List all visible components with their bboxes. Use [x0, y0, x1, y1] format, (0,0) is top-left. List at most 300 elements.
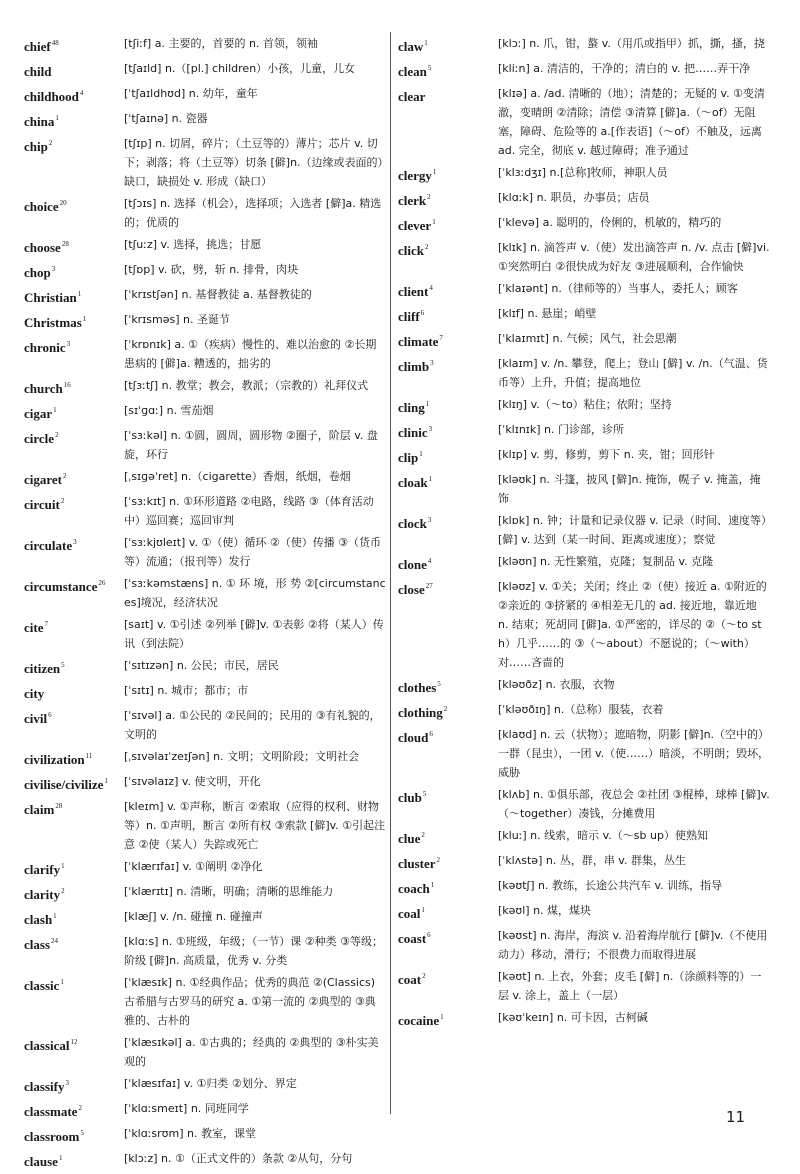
headword-text: circuit	[24, 497, 60, 512]
headword-text: chief	[24, 39, 51, 54]
definition: [ˈsɪtɪ] n. 城市；都市；市	[124, 684, 249, 697]
headword-text: clone	[398, 557, 427, 572]
frequency-count: 27	[425, 582, 433, 590]
frequency-count: 28	[61, 240, 69, 248]
dictionary-entry	[398, 213, 770, 235]
frequency-count: 4	[427, 557, 432, 565]
dictionary-entry	[24, 194, 386, 232]
definition: [ˈkrɪstʃən] n. 基督教徒 a. 基督教徒的	[124, 288, 312, 301]
frequency-count: 5	[427, 64, 432, 72]
frequency-count: 3	[430, 359, 434, 367]
frequency-count: 2	[61, 887, 65, 895]
frequency-count: 2	[55, 431, 59, 439]
frequency-count: 1	[430, 881, 435, 889]
headword-text: church	[24, 381, 63, 396]
definition: [ˈsɪvəlaɪz] v. 使文明，开化	[124, 775, 261, 788]
definition: [kəʊtʃ] n. 教练，长途公共汽车 v. 训练，指导	[498, 879, 723, 892]
dictionary-entry	[398, 188, 770, 210]
frequency-count: 1	[53, 912, 57, 920]
definition: [ˈklɪnɪk] n. 门诊部，诊所	[498, 423, 625, 436]
headword-text: city	[24, 686, 45, 701]
headword-text: civilization	[24, 752, 85, 767]
headword	[24, 310, 124, 332]
headword	[24, 1099, 124, 1121]
headword-text: Christmas	[24, 315, 82, 330]
definition: [klɪŋ] v.（～to）粘住；依附；坚持	[498, 398, 672, 411]
frequency-count: 2	[422, 972, 426, 980]
dictionary-entry	[24, 310, 386, 332]
definition: [ˈklɑːsmeɪt] n. 同班同学	[124, 1102, 249, 1115]
headword-text: cite	[24, 620, 44, 635]
headword	[398, 1008, 498, 1030]
dictionary-entry	[398, 725, 770, 782]
frequency-count: 24	[51, 937, 58, 945]
definition: [klɒk] n. 钟；计量和记录仪器 v. 记录（时间、速度等）[僻] v. 达到（某一时间、距离或速度）；察觉	[498, 514, 767, 546]
frequency-count: 5	[437, 680, 441, 688]
definition: [ˈklærɪfaɪ] v. ①阐明 ②净化	[124, 860, 263, 873]
dictionary-entry	[398, 395, 770, 417]
definition: [ˈsɜːkjʊleɪt] v. ①（使）循环 ②（使）传播 ③（货币等）流通；（报刊等）发行	[124, 536, 382, 568]
dictionary-entry	[24, 426, 386, 464]
headword	[24, 772, 124, 794]
dictionary-entry	[398, 577, 770, 672]
headword-text: china	[24, 114, 55, 129]
headword-text: clinic	[398, 425, 428, 440]
dictionary-entry	[24, 882, 386, 904]
headword-text: click	[398, 243, 424, 258]
headword-text: choice	[24, 199, 59, 214]
frequency-count: 1	[432, 218, 436, 226]
headword-text: cigaret	[24, 472, 63, 487]
headword	[398, 420, 498, 442]
headword	[398, 675, 498, 697]
headword	[24, 194, 124, 216]
frequency-count: 7	[44, 620, 48, 628]
headword	[398, 901, 498, 923]
headword	[24, 533, 124, 555]
frequency-count: 2	[443, 705, 448, 713]
headword	[24, 426, 124, 448]
definition: [ˈsɜːkəl] n. ①圆，圆周，圆形物 ②圈子，阶层 v. 盘旋，环行	[124, 429, 378, 461]
dictionary-entry	[24, 1074, 386, 1096]
definition: [klæʃ] v. /n. 碰撞 n. 碰撞声	[124, 910, 263, 923]
headword	[398, 876, 498, 898]
headword-text: close	[398, 582, 425, 597]
frequency-count: 3	[66, 340, 71, 348]
column-divider	[390, 32, 391, 1114]
headword-text: club	[398, 790, 422, 805]
frequency-count: 1	[77, 290, 82, 298]
frequency-count: 2	[60, 497, 65, 505]
frequency-count: 2	[427, 193, 431, 201]
dictionary-entry	[24, 615, 386, 653]
frequency-count: 2	[78, 1104, 82, 1112]
definition: [ˈklaɪmɪt] n. 气候；风气，社会思潮	[498, 332, 677, 345]
headword-text: chip	[24, 139, 48, 154]
dictionary-entry	[24, 797, 386, 854]
headword-text: climate	[398, 334, 439, 349]
dictionary-entry	[24, 34, 386, 56]
frequency-count: 26	[98, 579, 106, 587]
dictionary-entry	[398, 901, 770, 923]
headword	[398, 329, 498, 351]
dictionary-entry	[398, 304, 770, 326]
headword	[24, 656, 124, 678]
definition: [ˈklaɪənt] n.（律师等的）当事人，委托人；顾客	[498, 282, 738, 295]
headword	[24, 335, 124, 357]
headword-text: cigar	[24, 406, 53, 421]
headword-text: clever	[398, 218, 432, 233]
dictionary-entry	[398, 354, 770, 392]
headword	[398, 785, 498, 807]
headword-text: coal	[398, 906, 421, 921]
definition: [kləʊk] n. 斗篷，披风 [僻]n. 掩饰，幌子 v. 掩盖，掩饰	[498, 473, 761, 505]
definition: [klʌb] n. ①俱乐部，夜总会 ②社团 ③棍棒，球棒 [僻]v.（～together）凑钱，分摊费用	[498, 788, 770, 820]
headword	[398, 700, 498, 722]
headword	[398, 725, 498, 747]
dictionary-entry	[398, 967, 770, 1005]
headword-text: classic	[24, 978, 60, 993]
headword	[24, 109, 124, 131]
definition: [kəʊˈkeɪn] n. 可卡因，古柯碱	[498, 1011, 648, 1024]
dictionary-entry	[24, 772, 386, 794]
dictionary-entry	[398, 552, 770, 574]
dictionary-entry	[24, 285, 386, 307]
dictionary-entry	[398, 511, 770, 549]
headword-text: cloak	[398, 475, 428, 490]
definition: [tʃɒp] v. 砍，劈，斩 n. 排骨，肉块	[124, 263, 299, 276]
headword-text: childhood	[24, 89, 79, 104]
dictionary-entry	[398, 59, 770, 81]
frequency-count: 3	[65, 1079, 69, 1087]
headword-text: chop	[24, 265, 51, 280]
dictionary-entry	[398, 1008, 770, 1030]
headword	[398, 59, 498, 81]
frequency-count: 1	[53, 406, 57, 414]
headword-text: climb	[398, 359, 430, 374]
frequency-count: 3	[51, 265, 56, 273]
headword	[398, 354, 498, 376]
headword-text: classical	[24, 1038, 70, 1053]
headword-text: cocaine	[398, 1013, 440, 1028]
frequency-count: 1	[425, 400, 430, 408]
definition: [tʃɜːtʃ] n. 教堂；教会，教派；（宗教的）礼拜仪式	[124, 379, 369, 392]
dictionary-entry	[24, 1124, 386, 1146]
definition: [klaʊd] n. 云（状物）；遮暗物，阴影 [僻]n.（空中的）一群（昆虫），一团 v.（使……）暗淡，不明朗；毁坏，威胁	[498, 728, 770, 779]
headword	[24, 134, 124, 156]
frequency-count: 3	[73, 538, 77, 546]
headword	[24, 59, 124, 81]
frequency-count: 2	[425, 243, 429, 251]
definition: [kləʊn] n. 无性繁殖，克隆；复制品 v. 克隆	[498, 555, 714, 568]
definition: [ˈklevə] a. 聪明的，伶俐的，机敏的，精巧的	[498, 216, 722, 229]
headword	[24, 467, 124, 489]
headword-text: clean	[398, 64, 427, 79]
dictionary-entry	[24, 706, 386, 744]
headword	[24, 34, 124, 56]
frequency-count: 5	[422, 790, 427, 798]
definition: [kliːn] a. 清洁的，干净的；清白的 v. 把……弄干净	[498, 62, 751, 75]
headword-text: clothing	[398, 705, 443, 720]
headword-text: child	[24, 64, 52, 79]
dictionary-entry	[24, 656, 386, 678]
headword-text: circle	[24, 431, 55, 446]
dictionary-entry	[24, 1149, 386, 1171]
frequency-count: 1	[440, 1013, 444, 1021]
headword	[398, 304, 498, 326]
headword-text: clue	[398, 831, 421, 846]
headword	[24, 932, 124, 954]
frequency-count: 1	[424, 39, 428, 47]
dictionary-entry	[24, 574, 386, 612]
headword-text: coach	[398, 881, 430, 896]
frequency-count: 48	[51, 39, 59, 47]
headword-text: claw	[398, 39, 424, 54]
headword	[24, 235, 124, 257]
frequency-count: 16	[63, 381, 71, 389]
headword	[24, 1074, 124, 1096]
definition: [kəʊl] n. 煤，煤块	[498, 904, 592, 917]
left-column	[24, 34, 386, 1174]
headword-text: clash	[24, 912, 53, 927]
dictionary-entry	[24, 973, 386, 1030]
dictionary-entry	[398, 238, 770, 276]
headword-text: civilise/civilize	[24, 777, 104, 792]
headword	[398, 926, 498, 948]
definition: [klaɪm] v. /n. 攀登，爬上；登山 [僻] v. /n.（气温、货币等）上升，升值；提高地位	[498, 357, 768, 389]
definition: [klɪk] n. 滴答声 v.（使）发出滴答声 n. /v. 点击 [僻]vi. ①突然明白 ②很快成为好友 ③进展顺利，合作愉快	[498, 241, 770, 273]
dictionary-entry	[398, 675, 770, 697]
frequency-count: 12	[70, 1038, 78, 1046]
dictionary-entry	[24, 335, 386, 373]
headword-text: clear	[398, 89, 426, 104]
frequency-count: 1	[60, 978, 64, 986]
definition: [klɔː] n. 爪，钳，螯 v.（用爪或指甲）抓，撕，搔，挠	[498, 37, 765, 50]
headword	[398, 213, 498, 235]
definition: [saɪt] v. ①引述 ②列举 [僻]v. ①表彰 ②将（某人）传讯（到法院）	[124, 618, 384, 650]
dictionary-entry	[24, 59, 386, 81]
dictionary-entry	[398, 445, 770, 467]
headword	[398, 395, 498, 417]
dictionary-entry	[398, 420, 770, 442]
definition: [kləʊz] v. ①关；关闭；终止 ②（使）接近 a. ①附近的 ②亲近的 ③挤紧的 ④相差无几的 ad. 接近地，靠近地 n. 结束；死胡同 [僻]a. ①严密的，详尽的 ②（～to sth）几乎……的 ③（～about）不愿说的；（～with）对……吝啬的	[498, 580, 767, 669]
definition: [ˈsɪtɪzən] n. 公民；市民，居民	[124, 659, 279, 672]
definition: [klɑːs] n. ①班级，年级；（一节）课 ②种类 ③等级；阶级 [僻]n. 高质量，优秀 v. 分类	[124, 935, 383, 967]
headword-text: coast	[398, 931, 427, 946]
dictionary-entry	[24, 533, 386, 571]
headword-text: Christian	[24, 290, 77, 305]
definition: [ˈklæsɪk] n. ①经典作品；优秀的典范 ②(Classics)古希腊与古罗马的研究 a. ①第一流的 ②典型的 ③典雅的、古朴的	[124, 976, 376, 1027]
dictionary-entry	[24, 401, 386, 423]
frequency-count: 3	[428, 425, 433, 433]
headword-text: civil	[24, 711, 48, 726]
dictionary-entry	[24, 857, 386, 879]
frequency-count: 2	[48, 139, 53, 147]
headword	[398, 552, 498, 574]
headword	[398, 967, 498, 989]
dictionary-entry	[24, 84, 386, 106]
headword	[24, 681, 124, 703]
definition: [tʃɪp] n. 切屑，碎片；（土豆等的）薄片；芯片 v. 切下；剥落；将（土豆等）切条 [僻]n.（边缘或表面的）缺口，缺损处 v. 形成（缺口）	[124, 137, 384, 188]
headword-text: clergy	[398, 168, 432, 183]
frequency-count: 1	[82, 315, 87, 323]
headword	[24, 1033, 124, 1055]
dictionary-entry	[24, 747, 386, 769]
headword	[398, 238, 498, 260]
frequency-count: 1	[104, 777, 108, 785]
definition: [ˈsɜːkɪt] n. ①环形道路 ②电路，线路 ③（体育活动中）巡回赛；巡回审判	[124, 495, 374, 527]
definition: [kəʊt] n. 上衣，外套；皮毛 [僻] n.（涂颜料等的）一层 v. 涂上，盖上（一层）	[498, 970, 762, 1002]
headword-text: cloud	[398, 730, 429, 745]
headword-text: citizen	[24, 661, 61, 676]
dictionary-entry	[24, 376, 386, 398]
definition: [tʃiːf] a. 主要的，首要的 n. 首领，领袖	[124, 37, 318, 50]
frequency-count: 5	[80, 1129, 84, 1137]
frequency-count: 20	[59, 199, 67, 207]
frequency-count: 1	[55, 114, 59, 122]
dictionary-entry	[24, 467, 386, 489]
headword	[24, 857, 124, 879]
headword-text: choose	[24, 240, 61, 255]
right-column	[398, 34, 770, 1033]
definition: [ˈklɜːdʒɪ] n.[总称]牧师，神职人员	[498, 166, 668, 179]
headword-text: coat	[398, 972, 422, 987]
definition: [ˈklɑːsrʊm] n. 教室，课堂	[124, 1127, 256, 1140]
definition: [ˈklærɪtɪ] n. 清晰，明确；清晰的思维能力	[124, 885, 334, 898]
dictionary-entry	[24, 260, 386, 282]
headword-text: classroom	[24, 1129, 80, 1144]
definition: [ˈsɪvəl] a. ①公民的 ②民间的；民用的 ③有礼貌的，文明的	[124, 709, 381, 741]
frequency-count: 1	[58, 1154, 63, 1162]
headword-text: clause	[24, 1154, 58, 1169]
definition: [ˈsɜːkəmstæns] n. ① 环 境，形 势 ②[circumstances]境况，经济状况	[124, 577, 386, 609]
headword-text: clip	[398, 450, 419, 465]
headword	[24, 401, 124, 423]
dictionary-entry	[24, 1033, 386, 1071]
dictionary-entry	[398, 785, 770, 823]
definition: [tʃaɪld] n.（[pl.] children）小孩，儿童，儿女	[124, 62, 356, 75]
dictionary-entry	[398, 700, 770, 722]
frequency-count: 1	[61, 862, 65, 870]
frequency-count: 2	[63, 472, 67, 480]
definition: [ˈkrɪsməs] n. 圣诞节	[124, 313, 230, 326]
definition: [ˈtʃaɪnə] n. 瓷器	[124, 112, 208, 125]
headword	[24, 492, 124, 514]
definition: [ˌsɪvəlaɪˈzeɪʃən] n. 文明；文明阶段；文明社会	[124, 750, 360, 763]
headword	[24, 797, 124, 819]
headword	[24, 747, 124, 769]
headword	[24, 706, 124, 728]
headword-text: client	[398, 284, 429, 299]
dictionary-entry	[24, 235, 386, 257]
headword	[24, 907, 124, 929]
headword	[24, 574, 124, 596]
dictionary-entry	[24, 492, 386, 530]
definition: [ˈklæsɪkəl] a. ①古典的；经典的 ②典型的 ③朴实美观的	[124, 1036, 379, 1068]
dictionary-entry	[398, 470, 770, 508]
headword-text: class	[24, 937, 50, 952]
headword	[398, 826, 498, 848]
frequency-count: 6	[420, 309, 425, 317]
frequency-count: 6	[48, 711, 52, 719]
frequency-count: 2	[436, 856, 441, 864]
headword-text: claim	[24, 802, 55, 817]
definition: [klɪp] v. 剪，修剪，剪下 n. 夹，钳；回形针	[498, 448, 715, 461]
frequency-count: 1	[419, 450, 423, 458]
dictionary-entry	[398, 826, 770, 848]
headword-text: clarity	[24, 887, 61, 902]
headword-text: clock	[398, 516, 427, 531]
dictionary-entry	[398, 329, 770, 351]
frequency-count: 6	[427, 931, 431, 939]
definition: [klɔːz] n. ①（正式文件的）条款 ②从句，分句	[124, 1152, 353, 1165]
headword-text: classmate	[24, 1104, 78, 1119]
headword-text: cling	[398, 400, 425, 415]
headword	[398, 163, 498, 185]
frequency-count: 3	[427, 516, 432, 524]
definition: [kəʊst] n. 海岸，海滨 v. 沿着海岸航行 [僻]v.（不使用动力）移动，滑行；不很费力而取得进展	[498, 929, 768, 961]
headword	[24, 882, 124, 904]
headword	[398, 84, 498, 106]
definition: [tʃuːz] v. 选择，挑选；甘愿	[124, 238, 262, 251]
definition: [ˈtʃaɪldhʊd] n. 幼年，童年	[124, 87, 258, 100]
headword-text: chronic	[24, 340, 66, 355]
headword	[398, 445, 498, 467]
frequency-count: 7	[439, 334, 443, 342]
headword	[398, 34, 498, 56]
definition: [ˈkrɒnɪk] a. ①（疾病）慢性的、难以治愈的 ②长期患病的 [僻]a. 糟透的，拙劣的	[124, 338, 377, 370]
headword	[398, 188, 498, 210]
headword-text: clothes	[398, 680, 437, 695]
headword-text: circulate	[24, 538, 73, 553]
dictionary-entry	[398, 163, 770, 185]
headword	[24, 615, 124, 637]
definition: [ˈklʌstə] n. 丛，群，串 v. 群集，丛生	[498, 854, 686, 867]
definition: [klɪf] n. 悬崖；峭壁	[498, 307, 597, 320]
frequency-count: 11	[85, 752, 93, 760]
definition: [ˈkləʊðɪŋ] n.（总称）服装，衣着	[498, 703, 664, 716]
frequency-count: 4	[429, 284, 433, 292]
frequency-count: 1	[432, 168, 437, 176]
page-number: 11	[726, 1108, 746, 1126]
dictionary-entry	[398, 279, 770, 301]
headword-text: circumstance	[24, 579, 98, 594]
frequency-count: 4	[79, 89, 84, 97]
definition: [ˌsɪɡəˈret] n.（cigarette）香烟，纸烟，卷烟	[124, 470, 351, 483]
headword	[398, 470, 498, 492]
headword	[24, 973, 124, 995]
definition: [tʃɔɪs] n. 选择（机会），选择项；入选者 [僻]a. 精选的；优质的	[124, 197, 382, 229]
headword-text: classify	[24, 1079, 65, 1094]
headword	[24, 84, 124, 106]
definition: [kləʊðz] n. 衣服，衣物	[498, 678, 615, 691]
dictionary-entry	[24, 932, 386, 970]
headword	[24, 1149, 124, 1171]
headword	[398, 577, 498, 599]
dictionary-entry	[24, 109, 386, 131]
definition: [kluː] n. 线索，暗示 v.（～sb up）使熟知	[498, 829, 708, 842]
frequency-count: 5	[61, 661, 65, 669]
headword-text: cluster	[398, 856, 436, 871]
frequency-count: 6	[429, 730, 433, 738]
dictionary-entry	[24, 1099, 386, 1121]
dictionary-entry	[398, 851, 770, 873]
dictionary-entry	[398, 926, 770, 964]
headword	[398, 851, 498, 873]
dictionary-entry	[398, 84, 770, 160]
headword	[24, 376, 124, 398]
frequency-count: 1	[428, 475, 433, 483]
